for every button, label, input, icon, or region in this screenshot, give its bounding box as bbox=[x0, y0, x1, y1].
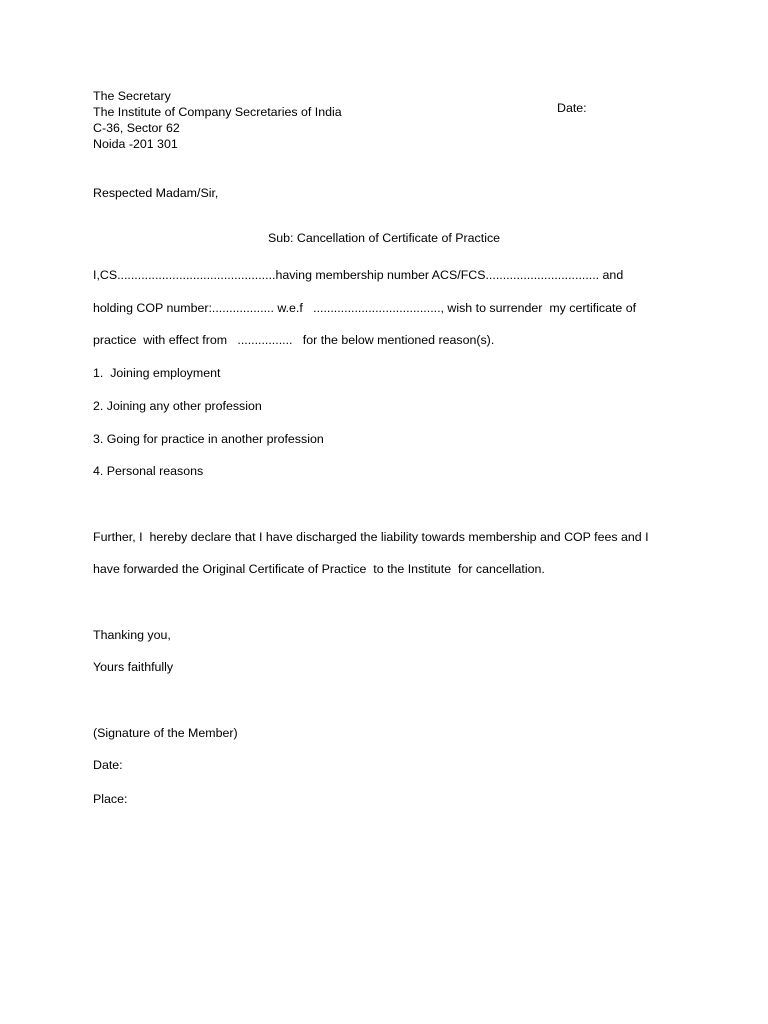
header-date-label: Date: bbox=[557, 101, 587, 116]
recipient-title: The Secretary bbox=[93, 89, 171, 103]
declaration-line-1: Further, I hereby declare that I have discharged the liability towards membership and COP fees and I bbox=[93, 530, 649, 544]
reason-item: 1. Joining employment bbox=[93, 366, 221, 380]
recipient-city-line: Noida -201 301 bbox=[93, 137, 178, 151]
body-line-1: I,CS..............................................having membership number ACS/FCS................................. and bbox=[93, 268, 624, 282]
body-line-3: practice with effect from ................ for the below mentioned reason(s). bbox=[93, 333, 495, 347]
declaration-line-2: have forwarded the Original Certificate of Practice to the Institute for cancellation. bbox=[93, 562, 545, 576]
subject-text: Sub: Cancellation of Certificate of Practice bbox=[267, 231, 501, 246]
recipient-organization: The Institute of Company Secretaries of India bbox=[93, 105, 342, 119]
closing-sign-off: Yours faithfully bbox=[93, 660, 174, 674]
salutation: Respected Madam/Sir, bbox=[93, 186, 219, 200]
closing-thanks: Thanking you, bbox=[93, 628, 171, 642]
reason-item: 2. Joining any other profession bbox=[93, 399, 262, 413]
footer-place-label: Place: bbox=[93, 792, 128, 806]
reason-item: 3. Going for practice in another profession bbox=[93, 432, 324, 446]
recipient-address-line: C-36, Sector 62 bbox=[93, 121, 180, 135]
footer-date-label: Date: bbox=[93, 758, 123, 772]
subject-line bbox=[0, 230, 768, 246]
body-line-2: holding COP number:.................. w.e.f ....................................., wish to surrender my certificate of bbox=[93, 301, 637, 315]
reason-item: 4. Personal reasons bbox=[93, 464, 204, 478]
signature-placeholder: (Signature of the Member) bbox=[93, 726, 238, 740]
